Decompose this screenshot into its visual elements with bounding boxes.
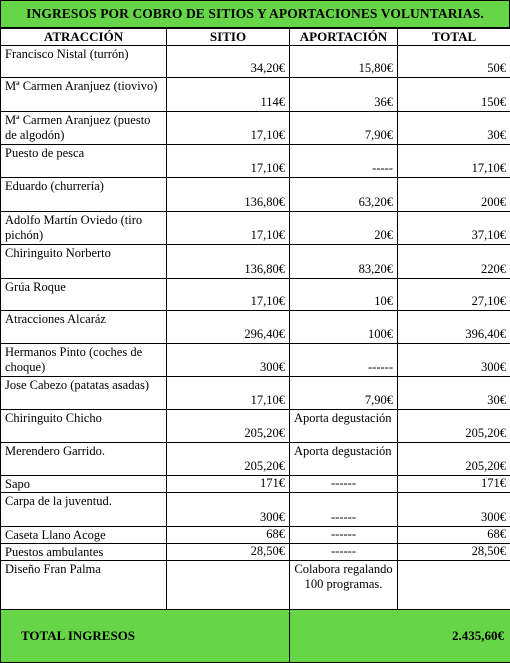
row-total: 300€: [398, 344, 510, 377]
table-row: [1, 527, 510, 544]
row-aportacion: ------: [290, 493, 398, 527]
row-name: Jose Cabezo (patatas asadas): [1, 377, 167, 410]
row-total: 37,10€: [398, 212, 510, 245]
row-sitio: 300€: [167, 493, 290, 527]
row-name: Puesto de pesca: [1, 145, 167, 178]
row-total: 220€: [398, 245, 510, 279]
row-total: 300€: [398, 493, 510, 527]
table-row: [1, 311, 510, 344]
row-name: Puestos ambulantes: [1, 544, 167, 561]
row-name: Merendero Garrido.: [1, 443, 167, 476]
row-aportacion: 20€: [290, 212, 398, 245]
row-name: Mª Carmen Aranjuez (puesto de algodón): [1, 112, 167, 145]
row-sitio: 136,80€: [167, 245, 290, 279]
table-row: [1, 476, 510, 493]
row-sitio: 296,40€: [167, 311, 290, 344]
row-sitio: 114€: [167, 78, 290, 112]
row-total: 50€: [398, 46, 510, 78]
table-row: [1, 561, 510, 610]
row-sitio: 205,20€: [167, 443, 290, 476]
table-row: [1, 344, 510, 377]
row-total: 68€: [398, 527, 510, 544]
row-total: 28,50€: [398, 544, 510, 561]
row-total: 171€: [398, 476, 510, 493]
table-row: [1, 212, 510, 245]
header-sitio: SITIO: [167, 29, 290, 46]
table-header-row: [1, 29, 510, 46]
row-aportacion: -----: [290, 145, 398, 178]
income-table: [0, 28, 510, 663]
row-total: 30€: [398, 377, 510, 410]
row-name: Grúa Roque: [1, 279, 167, 311]
header-total: TOTAL: [398, 29, 510, 46]
row-aportacion: 100€: [290, 311, 398, 344]
document-title: INGRESOS POR COBRO DE SITIOS Y APORTACIONES VOLUNTARIAS.: [0, 0, 510, 28]
row-aportacion: 63,20€: [290, 178, 398, 212]
row-sitio: 171€: [167, 476, 290, 493]
row-name: Sapo: [1, 476, 167, 493]
row-aportacion: ------: [290, 344, 398, 377]
table-row: [1, 410, 510, 443]
row-total: 30€: [398, 112, 510, 145]
row-aportacion: Aporta degustación: [290, 443, 398, 476]
row-name: Diseño Fran Palma: [1, 561, 167, 610]
row-name: Atracciones Alcaráz: [1, 311, 167, 344]
row-aportacion: 7,90€: [290, 377, 398, 410]
table-row: [1, 377, 510, 410]
row-total: 396,40€: [398, 311, 510, 344]
row-aportacion: 15,80€: [290, 46, 398, 78]
row-name: Caseta Llano Acoge: [1, 527, 167, 544]
row-sitio: 17,10€: [167, 145, 290, 178]
table-row: [1, 145, 510, 178]
row-name: Eduardo (churrería): [1, 178, 167, 212]
total-label: TOTAL INGRESOS: [1, 610, 290, 663]
table-row: [1, 112, 510, 145]
row-aportacion: 7,90€: [290, 112, 398, 145]
row-sitio: 17,10€: [167, 279, 290, 311]
row-total: 17,10€: [398, 145, 510, 178]
header-aportacion: APORTACIÓN: [290, 29, 398, 46]
row-total: 200€: [398, 178, 510, 212]
row-name: Carpa de la juventud.: [1, 493, 167, 527]
table-row: [1, 279, 510, 311]
table-row: [1, 178, 510, 212]
table-row: [1, 245, 510, 279]
total-row: [1, 610, 510, 663]
row-name: Mª Carmen Aranjuez (tiovivo): [1, 78, 167, 112]
row-total: 205,20€: [398, 410, 510, 443]
row-name: Hermanos Pinto (coches de choque): [1, 344, 167, 377]
row-name: Chiringuito Norberto: [1, 245, 167, 279]
header-atraccion: ATRACCIÓN: [1, 29, 167, 46]
table-row: [1, 544, 510, 561]
row-sitio: 17,10€: [167, 212, 290, 245]
row-total: 205,20€: [398, 443, 510, 476]
row-sitio: 300€: [167, 344, 290, 377]
row-sitio: 136,80€: [167, 178, 290, 212]
row-sitio: 68€: [167, 527, 290, 544]
row-total: 150€: [398, 78, 510, 112]
row-aportacion: 83,20€: [290, 245, 398, 279]
row-sitio: 28,50€: [167, 544, 290, 561]
row-name: Chiringuito Chicho: [1, 410, 167, 443]
row-sitio: 34,20€: [167, 46, 290, 78]
row-name: Francisco Nistal (turrón): [1, 46, 167, 78]
row-sitio: 17,10€: [167, 112, 290, 145]
row-sitio: [167, 561, 290, 610]
table-row: [1, 493, 510, 527]
row-aportacion: Colabora regalando 100 programas.: [290, 561, 398, 610]
row-aportacion: 10€: [290, 279, 398, 311]
row-sitio: 205,20€: [167, 410, 290, 443]
table-row: [1, 78, 510, 112]
row-aportacion: ------: [290, 476, 398, 493]
table-row: [1, 46, 510, 78]
row-total: 27,10€: [398, 279, 510, 311]
row-name: Adolfo Martín Oviedo (tiro pichón): [1, 212, 167, 245]
row-total: [398, 561, 510, 610]
row-aportacion: 36€: [290, 78, 398, 112]
row-aportacion: Aporta degustación: [290, 410, 398, 443]
row-aportacion: ------: [290, 527, 398, 544]
total-value: 2.435,60€: [290, 610, 510, 663]
row-sitio: 17,10€: [167, 377, 290, 410]
row-aportacion: ------: [290, 544, 398, 561]
table-row: [1, 443, 510, 476]
